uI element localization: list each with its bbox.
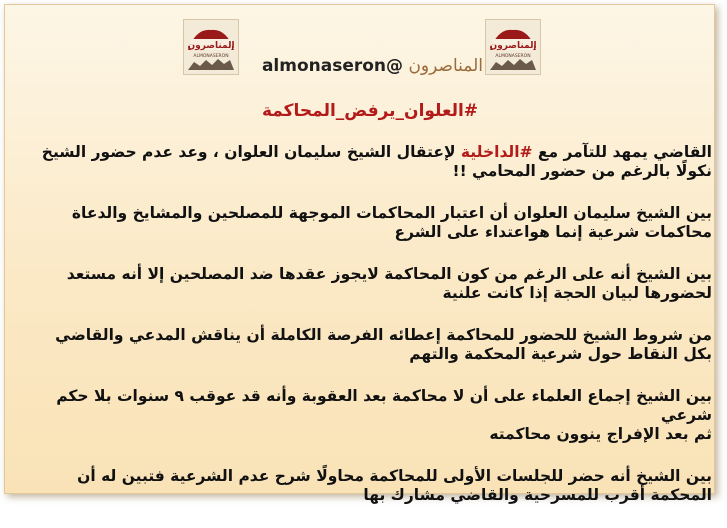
hashtag-link[interactable]: #الداخلية [460, 143, 533, 161]
brand-logo [183, 19, 239, 75]
account-name[interactable]: المناصرون [408, 56, 483, 76]
avatar-logo-text: المناصرون [489, 41, 537, 51]
paragraph: بين الشيخ سليمان العلوان أن اعتبار المحاكمات الموجهة للمصلحين والمشايخ والدعاة محاكمات شرعية إنما هواعتداء على الشرع [71, 204, 712, 241]
logo-image [184, 20, 238, 74]
paragraph [29, 387, 712, 444]
paragraph-line: بين الشيخ إجماع العلماء على أن لا محاكمة بعد العقوبة وأنه قد عوقب ٩ سنوات بلا حكم شرعي [56, 387, 712, 424]
avatar-image [486, 20, 540, 74]
avatar[interactable] [485, 19, 541, 75]
logo-text: المناصرون [187, 41, 235, 51]
paragraph [29, 143, 712, 181]
paragraph: بين الشيخ أنه على الرغم من كون المحاكمة لايجوز عقدها ضد المصلحين إلا أنه مستعد لحضورها لبيان الحجة إذا كانت علنية [66, 265, 712, 302]
paragraph-text: لإعتقال الشيخ سليمان العلوان ، وعد عدم حضور الشيخ نكولًا بالرغم من حضور المحامي !! [41, 143, 712, 180]
hashtag-title[interactable]: #العلوان_يرفض_المحاكمة [261, 101, 479, 121]
account-handle[interactable]: @almonaseron [261, 56, 404, 76]
paragraph-line: ثم بعد الإفراج ينوون محاكمته [489, 425, 712, 443]
tweet-body [29, 143, 712, 528]
avatar-logo-subtext: ALMONASERON [495, 54, 531, 59]
paragraph: من شروط الشيخ للحضور للمحاكمة إعطائه الفرصة الكاملة أن يناقش المدعي والقاضي بكل النقاط حول شرعية المحكمة والتهم [55, 326, 712, 363]
tweet-card [4, 4, 715, 504]
account-info[interactable] [243, 55, 483, 77]
logo-subtext: ALMONASERON [193, 54, 229, 59]
paragraph: بين الشيخ أنه حضر للجلسات الأولى للمحاكمة محاولًا شرح عدم الشرعية فتبين له أن المحكمة أقرب للمسرحية والقاضي مشارك بها [77, 467, 712, 504]
paragraph-text: القاضي يمهد للتآمر مع [532, 143, 712, 161]
